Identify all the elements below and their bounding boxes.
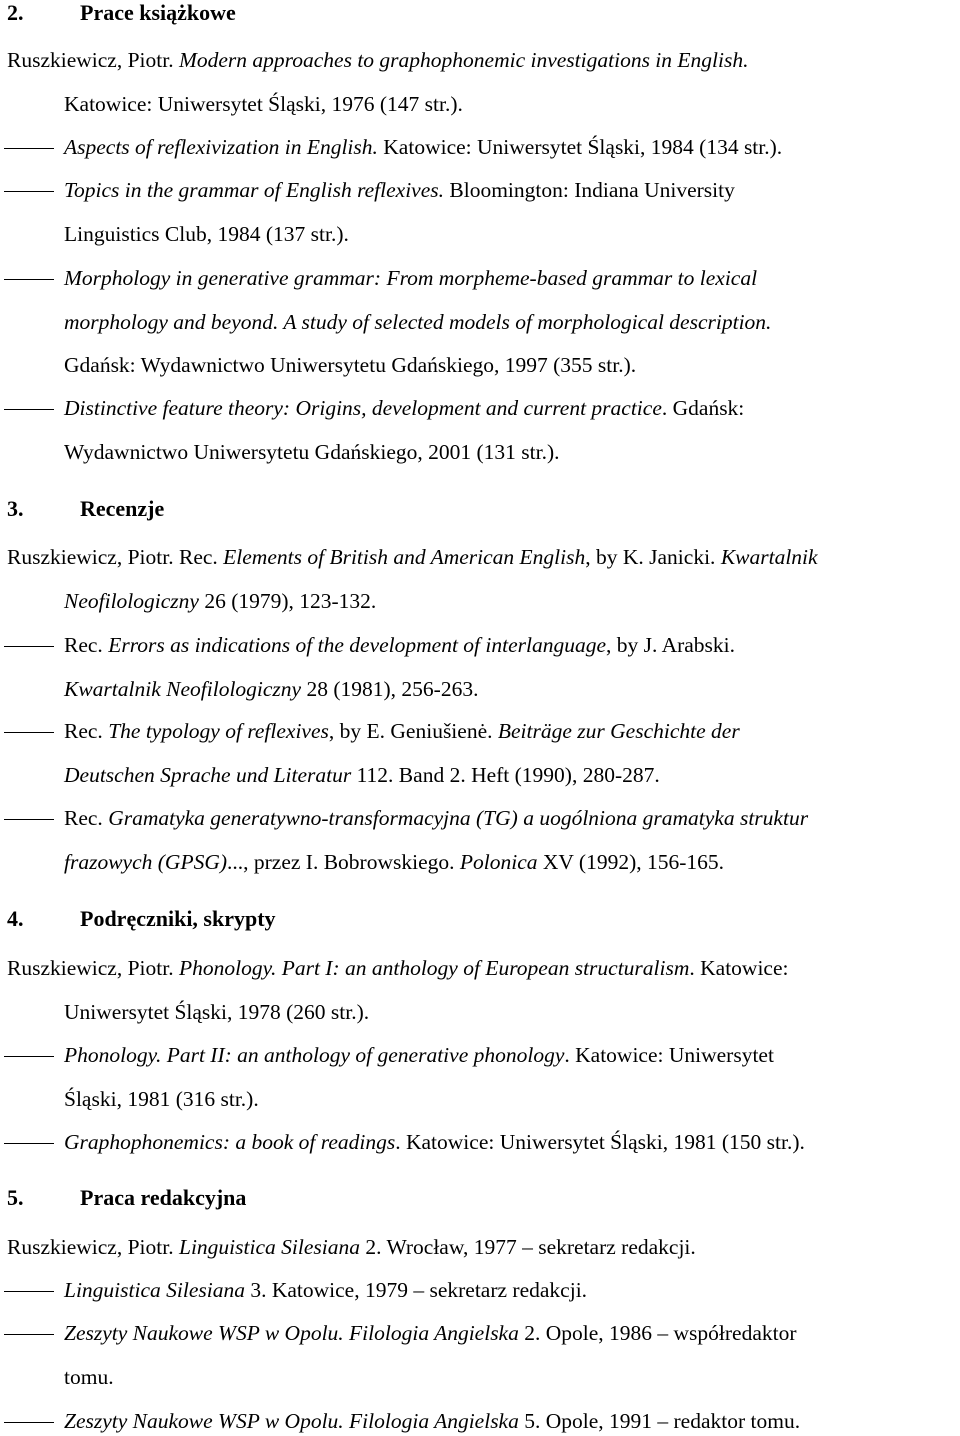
section-title: Praca redakcyjna — [80, 1185, 247, 1210]
italic-title-text: Errors as indications of the development of interlanguage — [108, 633, 607, 657]
italic-title-text: Linguistica Silesiana — [178, 1235, 360, 1259]
citation-text: 2. Wrocław, 1977 – sekretarz redakcji. — [359, 1235, 696, 1259]
italic-title-text: Distinctive feature theory: Origins, development and current practice — [64, 396, 662, 420]
entry-line — [64, 1129, 805, 1155]
entry-line — [64, 1320, 797, 1346]
citation-text: , by J. Arabski. — [606, 633, 736, 657]
entry-line — [7, 955, 789, 981]
entry-line — [64, 134, 782, 160]
entry-line — [64, 1086, 259, 1112]
section-number: 5. — [7, 1185, 24, 1210]
section-number: 4. — [7, 906, 24, 931]
entry-line — [64, 309, 771, 335]
entry-line — [64, 849, 724, 875]
citation-text: Rec. — [64, 633, 109, 657]
italic-title-text: Topics in the grammar of English reflexives. — [64, 178, 445, 202]
citation-text: . Gdańsk: — [661, 396, 745, 420]
citation-text: tomu. — [64, 1364, 114, 1389]
citation-text: Śląski, 1981 (316 str.). — [64, 1086, 259, 1111]
italic-title-text: Zeszyty Naukowe WSP w Opolu. Filologia Angielska — [64, 1321, 519, 1345]
entry-line — [64, 718, 740, 744]
entry-line — [64, 676, 478, 702]
italic-title-text: Phonology. Part I: an anthology of European structuralism — [178, 956, 690, 980]
section-number: 3. — [7, 496, 24, 521]
section-number: 2. — [7, 0, 24, 25]
em-dash-repeat-author — [4, 732, 54, 733]
citation-text: 26 (1979), 123-132. — [198, 588, 377, 613]
italic-title-text: Kwartalnik Neofilologiczny — [64, 676, 302, 701]
em-dash-repeat-author — [4, 148, 54, 149]
citation-text: Rec. — [64, 806, 109, 830]
italic-title-text: Deutschen Sprache und Literatur — [64, 762, 352, 787]
entry-line — [7, 47, 748, 73]
italic-title-text: Polonica — [459, 849, 538, 874]
italic-title-text: Aspects of reflexivization in English. — [64, 135, 378, 159]
section-title: Prace książkowe — [80, 0, 236, 25]
italic-title-text: Elements of British and American English — [223, 545, 586, 569]
entry-line — [7, 544, 818, 570]
em-dash-repeat-author — [4, 1056, 54, 1057]
citation-text: 5. Opole, 1991 – redaktor tomu. — [518, 1409, 801, 1433]
entry-line — [64, 1364, 114, 1390]
entry-line — [7, 1234, 696, 1260]
citation-text: Bloomington: Indiana University — [444, 178, 735, 202]
entry-line — [64, 1408, 800, 1434]
entry-line — [64, 999, 369, 1025]
citation-text: . Katowice: Uniwersytet — [564, 1043, 774, 1067]
citation-text: Ruszkiewicz, Piotr. Rec. — [7, 545, 224, 569]
entry-line — [64, 395, 744, 421]
italic-title-text: Graphophonemics: a book of readings — [64, 1130, 396, 1154]
citation-text: , by E. Geniušienė. — [328, 719, 498, 743]
entry-line — [64, 352, 636, 378]
em-dash-repeat-author — [4, 646, 54, 647]
italic-title-text: morphology and beyond. A study of selected models of morphological description. — [64, 309, 772, 334]
citation-text: 2. Opole, 1986 – współredaktor — [518, 1321, 797, 1345]
em-dash-repeat-author — [4, 1291, 54, 1292]
em-dash-repeat-author — [4, 1143, 54, 1144]
entry-line — [64, 221, 349, 247]
entry-line — [64, 805, 808, 831]
citation-text: Uniwersytet Śląski, 1978 (260 str.). — [64, 999, 370, 1024]
citation-text: Gdańsk: Wydawnictwo Uniwersytetu Gdańskiego, 1997 (355 str.). — [64, 353, 637, 377]
em-dash-repeat-author — [4, 409, 54, 410]
italic-title-text: Beiträge zur Geschichte der — [497, 719, 740, 743]
italic-title-text: Neofilologiczny — [64, 588, 199, 613]
citation-text: Wydawnictwo Uniwersytetu Gdańskiego, 2001 (131 str.). — [64, 439, 560, 464]
citation-text: . Katowice: — [689, 956, 789, 980]
italic-title-text: Modern approaches to graphophonemic investigations in English. — [178, 48, 749, 72]
citation-text: ..., przez I. Bobrowskiego. — [227, 849, 460, 874]
citation-text: 112. Band 2. Heft (1990), 280-287. — [351, 762, 660, 787]
italic-title-text: Phonology. Part II: an anthology of generative phonology — [64, 1043, 565, 1067]
citation-text: Ruszkiewicz, Piotr. — [7, 956, 179, 980]
italic-title-text: frazowych (GPSG) — [64, 849, 228, 874]
section-title: Podręczniki, skrypty — [80, 906, 276, 931]
italic-title-text: The typology of reflexives — [108, 719, 329, 743]
citation-text: Katowice: Uniwersytet Śląski, 1976 (147 str.). — [64, 91, 463, 116]
citation-text: Rec. — [64, 719, 109, 743]
citation-text: Linguistics Club, 1984 (137 str.). — [64, 221, 349, 246]
em-dash-repeat-author — [4, 1334, 54, 1335]
citation-text: . Katowice: Uniwersytet Śląski, 1981 (150 str.). — [395, 1130, 805, 1154]
italic-title-text: Gramatyka generatywno-transformacyjna (TG) a uogólniona gramatyka struktur — [108, 806, 809, 830]
entry-line — [64, 588, 376, 614]
citation-text: , by K. Janicki. — [585, 545, 721, 569]
entry-line — [64, 762, 660, 788]
citation-text: XV (1992), 156-165. — [537, 849, 725, 874]
em-dash-repeat-author — [4, 819, 54, 820]
citation-text: Katowice: Uniwersytet Śląski, 1984 (134 str.). — [377, 135, 783, 159]
citation-text: Ruszkiewicz, Piotr. — [7, 48, 179, 72]
citation-text: Ruszkiewicz, Piotr. — [7, 1235, 179, 1259]
italic-title-text: Linguistica Silesiana — [64, 1278, 245, 1302]
entry-line — [64, 1277, 587, 1303]
italic-title-text: Zeszyty Naukowe WSP w Opolu. Filologia Angielska — [64, 1409, 519, 1433]
em-dash-repeat-author — [4, 1422, 54, 1423]
section-title: Recenzje — [80, 496, 165, 521]
em-dash-repeat-author — [4, 191, 54, 192]
italic-title-text: Kwartalnik — [720, 545, 818, 569]
entry-line — [64, 1042, 774, 1068]
entry-line — [64, 91, 463, 117]
citation-text: 3. Katowice, 1979 – sekretarz redakcji. — [244, 1278, 588, 1302]
citation-text: 28 (1981), 256-263. — [301, 676, 479, 701]
em-dash-repeat-author — [4, 279, 54, 280]
entry-line — [64, 265, 757, 291]
entry-line — [64, 439, 560, 465]
italic-title-text: Morphology in generative grammar: From morpheme-based grammar to lexical — [64, 266, 758, 290]
entry-line — [64, 177, 735, 203]
entry-line — [64, 632, 735, 658]
